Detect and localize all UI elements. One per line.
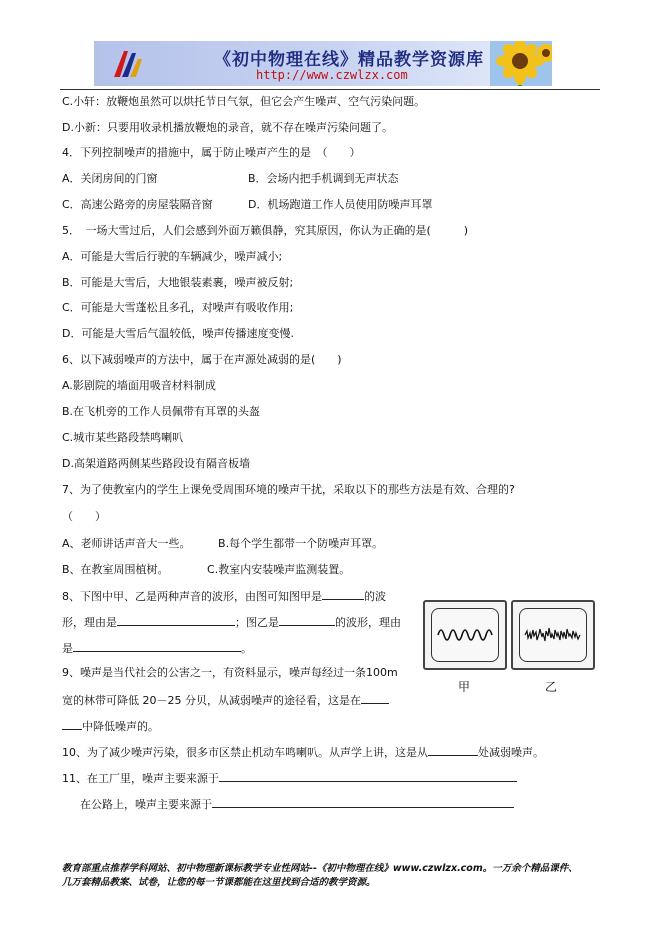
figure-label-yi: 乙: [545, 680, 558, 694]
q11-blank-factory[interactable]: [219, 770, 517, 782]
question-9-line2: 宽的林带可降低 20－25 分贝，从减弱噪声的途径看，这是在: [62, 692, 389, 708]
question-9-line1: 9、噪声是当代社会的公害之一，有资料显示，噪声每经过一条100m: [62, 666, 398, 679]
q4-option-b: B．会场内把手机调到无声状态: [248, 172, 399, 185]
site-logo-icon: [108, 47, 148, 81]
q6-option-b: B.在飞机旁的工作人员佩带有耳罩的头盔: [62, 405, 261, 418]
q5-option-a: A．可能是大雪后行驶的车辆减少，噪声减小;: [62, 250, 283, 263]
question-10: 10、为了减少噪声污染，很多市区禁止机动车鸣喇叭。从声学上讲，这是从 处减弱噪声。: [62, 746, 544, 759]
sunflower-icon: [490, 41, 552, 86]
regular-waveform-icon: [432, 609, 498, 661]
header-rule: [60, 89, 600, 90]
q5-option-c: C．可能是大雪蓬松且多孔，对噪声有吸收作用;: [62, 301, 294, 314]
q11-blank-road[interactable]: [212, 796, 514, 808]
question-4: 4．下列控制噪声的措施中，属于防止噪声产生的是 （ ）: [62, 146, 361, 159]
oscilloscope-yi: [511, 600, 595, 670]
question-8-line1: 8、下图中甲、乙是两种声音的波形，由图可知图甲是 的波: [62, 590, 386, 603]
option-c-text: C.小轩：放鞭炮虽然可以烘托节日气氛，但它会产生噪声、空气污染问题。: [62, 95, 426, 108]
question-11-line1: 11、在工厂里，噪声主要来源于: [62, 770, 517, 786]
q5-option-b: B．可能是大雪后，大地银装素裹，噪声被反射;: [62, 276, 294, 289]
q8-blank-1[interactable]: [322, 588, 364, 600]
irregular-waveform-icon: [520, 609, 586, 661]
page-footer: [62, 862, 622, 890]
q9-blank-1a[interactable]: [361, 692, 389, 704]
question-7: 7、为了使教室内的学生上课免受周围环境的噪声干扰，采取以下的那些方法是有效、合理的?: [62, 483, 515, 496]
q7-options-cd: B、在教室周围植树。 C.教室内安装噪声监测装置。: [62, 563, 351, 576]
q10-blank[interactable]: [428, 744, 478, 756]
option-d-text: D.小新：只要用收录机播放鞭炮的录音，就不存在噪声污染问题了。: [62, 121, 393, 134]
question-9-line3: 中降低噪声的。: [62, 718, 159, 734]
q6-option-d: D.高架道路两侧某些路段设有隔音板墙: [62, 457, 250, 470]
oscilloscope-jia-screen: [431, 608, 499, 662]
q9-blank-1b[interactable]: [62, 718, 82, 730]
q7-answer-paren: （ ）: [62, 510, 106, 523]
q8-blank-3[interactable]: [279, 614, 335, 626]
q6-option-a: A.影剧院的墙面用吸音材料制成: [62, 379, 216, 392]
question-5: 5． 一场大雪过后，人们会感到外面万籁俱静，究其原因，你认为正确的是( ): [62, 224, 469, 237]
oscilloscope-yi-screen: [519, 608, 587, 662]
figure-label-jia: 甲: [458, 680, 471, 694]
footer-line-1: 教育部重点推荐学科网站、初中物理新课标教学专业性网站--《初中物理在线》www.czwlzx.com。一万余个精品课件、: [62, 863, 578, 874]
q8-blank-2[interactable]: [117, 614, 235, 626]
q4-option-c: C．高速公路旁的房屋装隔音窗: [62, 198, 213, 211]
header-banner: [94, 41, 552, 86]
q6-option-c: C.城市某些路段禁鸣喇叭: [62, 431, 184, 444]
question-6: 6、以下减弱噪声的方法中，属于在声源处减弱的是( ): [62, 353, 342, 366]
q4-option-a: A．关闭房间的门窗: [62, 172, 158, 185]
q8-blank-4[interactable]: [73, 640, 241, 652]
question-11-line2: 在公路上，噪声主要来源于: [80, 796, 514, 812]
q5-option-d: D．可能是大雪后气温较低，噪声传播速度变慢.: [62, 327, 294, 340]
oscilloscope-jia: [423, 600, 507, 670]
q7-options-ab: A、老师讲话声音大一些。 B.每个学生都带一个防噪声耳罩。: [62, 537, 384, 550]
question-8-line3: 是 。: [62, 642, 252, 655]
site-title: 《初中物理在线》精品教学资源库: [214, 50, 484, 70]
site-url[interactable]: http://www.czwlzx.com: [256, 68, 408, 82]
q4-option-d: D．机场跑道工作人员使用防噪声耳罩: [248, 198, 433, 211]
footer-line-2: 几万套精品教案、试卷，让您的每一节课都能在这里找到合适的教学资源。: [62, 877, 376, 888]
question-8-line2: 形，理由是 ；图乙是 的波形，理由: [62, 616, 401, 629]
